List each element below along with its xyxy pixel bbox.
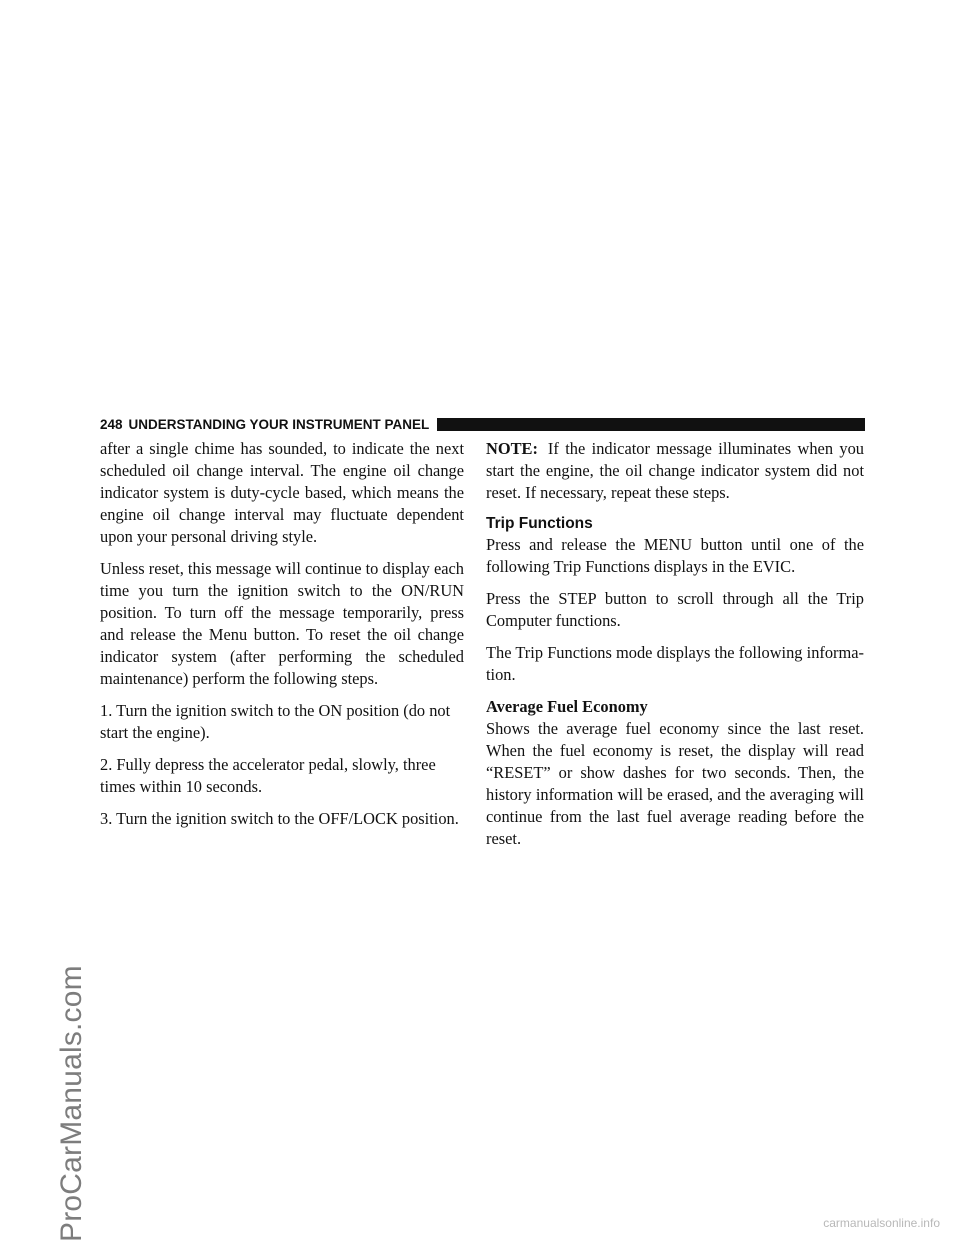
paragraph-trip-menu: Press and release the MENU button until one of the following Trip Functions displays in the EVIC. [486, 535, 864, 576]
paragraph-trip-mode: The Trip Functions mode displays the following informa-tion. [486, 643, 864, 684]
step-1: 1. Turn the ignition switch to the ON position (do not start the engine). [100, 701, 451, 742]
page-header [100, 416, 865, 432]
step-2: 2. Fully depress the accelerator pedal, slowly, three times within 10 seconds. [100, 755, 436, 796]
right-column [486, 438, 864, 850]
note-paragraph [486, 438, 864, 504]
paragraph-unless-reset: Unless reset, this message will continue to display each time you turn the ignition switch to the ON/RUN position. To turn off the message temporarily, press and release the Menu button. To reset the oil change indicator system (after performing the scheduled maintenance) perform the following steps. [100, 559, 464, 688]
step-3: 3. Turn the ignition switch to the OFF/LOCK position. [100, 809, 459, 828]
heading-trip-functions: Trip Functions [486, 515, 593, 532]
paragraph-oil-change-chime: after a single chime has sounded, to indicate the next scheduled oil change interval. The engine oil change indicator system is duty-cycle based, which means the engine oil change interval may fluctuate dependent upon your personal driving style. [100, 439, 464, 546]
note-label: NOTE: [486, 439, 538, 458]
left-column [100, 438, 464, 840]
paragraph-average-fuel-economy: Shows the average fuel economy since the last reset. When the fuel economy is reset, the display will read “RESET” or show dashes for two seconds. Then, the history information will be erased, and the averaging will continue from the last fuel average reading before the reset. [486, 719, 864, 848]
page-number: 248 [100, 416, 123, 432]
heading-average-fuel-economy: Average Fuel Economy [486, 697, 648, 716]
section-title: UNDERSTANDING YOUR INSTRUMENT PANEL [128, 416, 430, 432]
note-text: If the indicator message illuminates when you start the engine, the oil change indicator system did not reset. If necessary, repeat these steps. [486, 439, 864, 502]
site-watermark: ProCarManuals.com [55, 965, 88, 1242]
header-rule [437, 418, 865, 431]
footer-watermark: carmanualsonline.info [823, 1216, 940, 1230]
paragraph-trip-step: Press the STEP button to scroll through all the Trip Computer functions. [486, 589, 864, 630]
